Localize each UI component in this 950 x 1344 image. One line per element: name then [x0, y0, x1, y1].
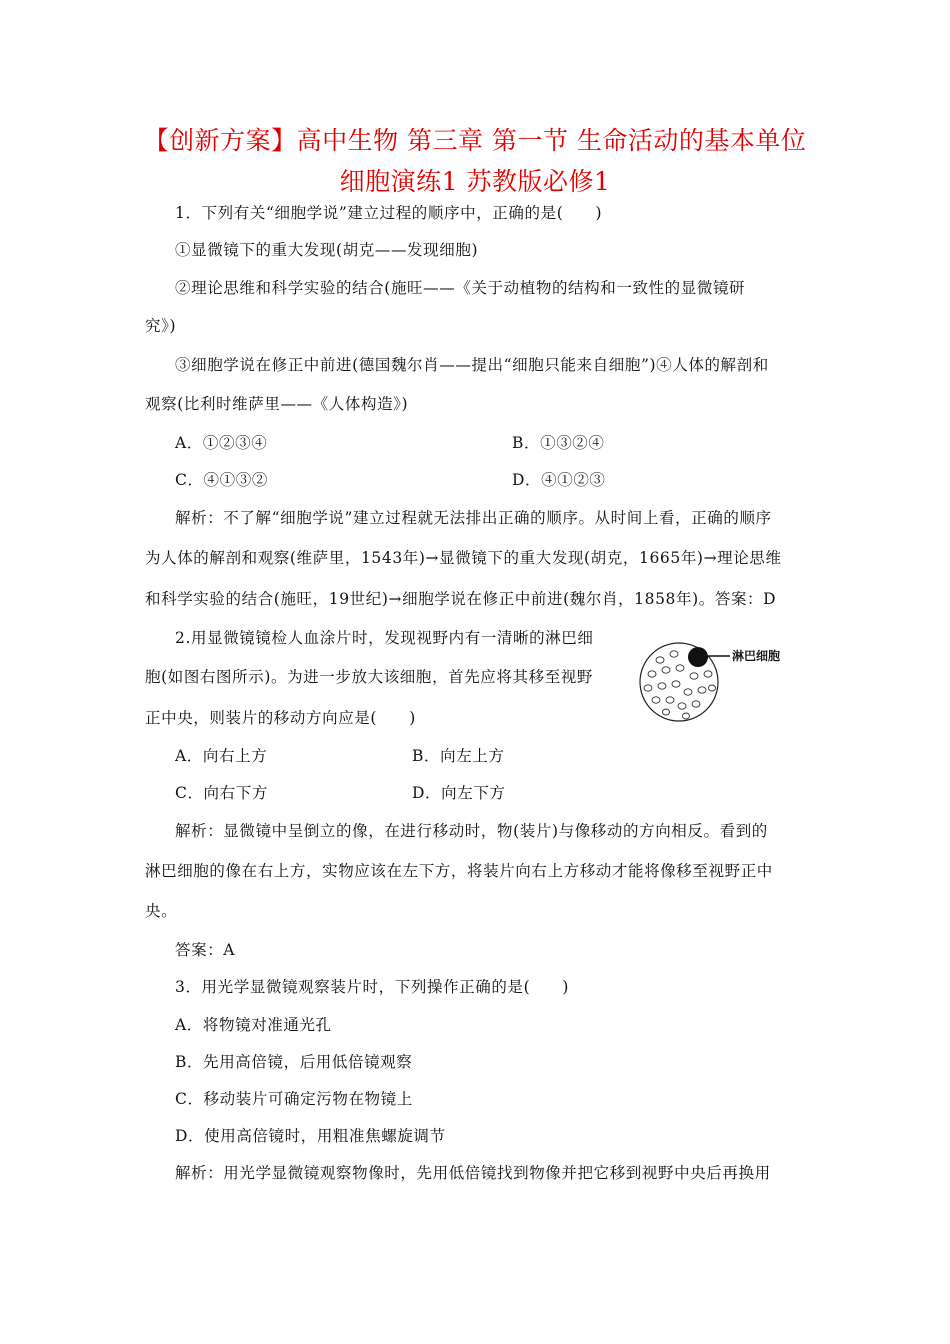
- q2-option-c: C．向右下方: [175, 784, 268, 802]
- q2-analysis-line1: 解析：显微镜中呈倒立的像，在进行移动时，物(装片)与像移动的方向相反。看到的: [175, 822, 768, 840]
- q1-analysis-line3: 和科学实验的结合(施旺，19世纪)→细胞学说在修正中前进(魏尔肖，1858年)。答案：D: [145, 590, 777, 608]
- document-title-line2: 细胞演练1 苏教版必修1: [339, 167, 611, 196]
- q1-analysis-line1: 解析：不了解“细胞学说”建立过程就无法排出正确的顺序。从时间上看，正确的顺序: [175, 509, 772, 527]
- q2-option-b: B．向左上方: [412, 747, 505, 765]
- q3-stem: 3．用光学显微镜观察装片时，下列操作正确的是( ): [175, 978, 570, 996]
- q1-option-c: C．④①③②: [175, 471, 268, 489]
- q2-stem-line1: 2.用显微镜镜检人血涂片时，发现视野内有一清晰的淋巴细: [175, 629, 594, 647]
- q3-option-b: B．先用高倍镜，后用低倍镜观察: [175, 1053, 413, 1071]
- q1-stem: 1．下列有关“细胞学说”建立过程的顺序中，正确的是( ): [175, 204, 603, 222]
- q1-option-d: D．④①②③: [512, 471, 606, 489]
- q1-item2a: ②理论思维和科学实验的结合(施旺——《关于动植物的结构和一致性的显微镜研: [175, 279, 746, 297]
- q1-item3b: 观察(比利时维萨里——《人体构造》): [145, 395, 409, 413]
- figure-label-lymphocyte: 淋巴细胞: [732, 649, 781, 663]
- q3-option-c: C．移动装片可确定污物在物镜上: [175, 1090, 413, 1108]
- microscope-field-figure: [636, 638, 796, 724]
- q1-item1: ①显微镜下的重大发现(胡克——发现细胞): [175, 241, 479, 259]
- q2-option-a: A．向右上方: [175, 747, 268, 765]
- q2-option-d: D．向左下方: [412, 784, 506, 802]
- blood-smear-field-icon: [636, 638, 796, 724]
- q1-item2b: 究》): [145, 317, 177, 335]
- q2-analysis-line2: 淋巴细胞的像在右上方，实物应该在左下方，将装片向右上方移动才能将像移至视野正中: [145, 862, 773, 880]
- q2-analysis-line3: 央。: [145, 902, 178, 920]
- q2-stem-line2: 胞(如图右图所示)。为进一步放大该细胞，首先应将其移至视野: [145, 668, 593, 686]
- q1-option-a: A．①②③④: [175, 434, 268, 452]
- q2-stem-line3: 正中央，则装片的移动方向应是( ): [145, 709, 416, 727]
- q2-answer: 答案：A: [175, 941, 236, 959]
- q1-option-b: B．①③②④: [512, 434, 605, 452]
- document-title-line1: 【创新方案】高中生物 第三章 第一节 生命活动的基本单位: [143, 126, 807, 155]
- q1-item3a: ③细胞学说在修正中前进(德国魏尔肖——提出“细胞只能来自细胞”)④人体的解剖和: [175, 356, 769, 374]
- q3-option-a: A．将物镜对准通光孔: [175, 1016, 332, 1034]
- q1-analysis-line2: 为人体的解剖和观察(维萨里，1543年)→显微镜下的重大发现(胡克，1665年)→理论思维: [145, 549, 782, 567]
- q3-analysis-line1: 解析：用光学显微镜观察物像时，先用低倍镜找到物像并把它移到视野中央后再换用: [175, 1164, 771, 1182]
- q3-option-d: D．使用高倍镜时，用粗准焦螺旋调节: [175, 1127, 446, 1145]
